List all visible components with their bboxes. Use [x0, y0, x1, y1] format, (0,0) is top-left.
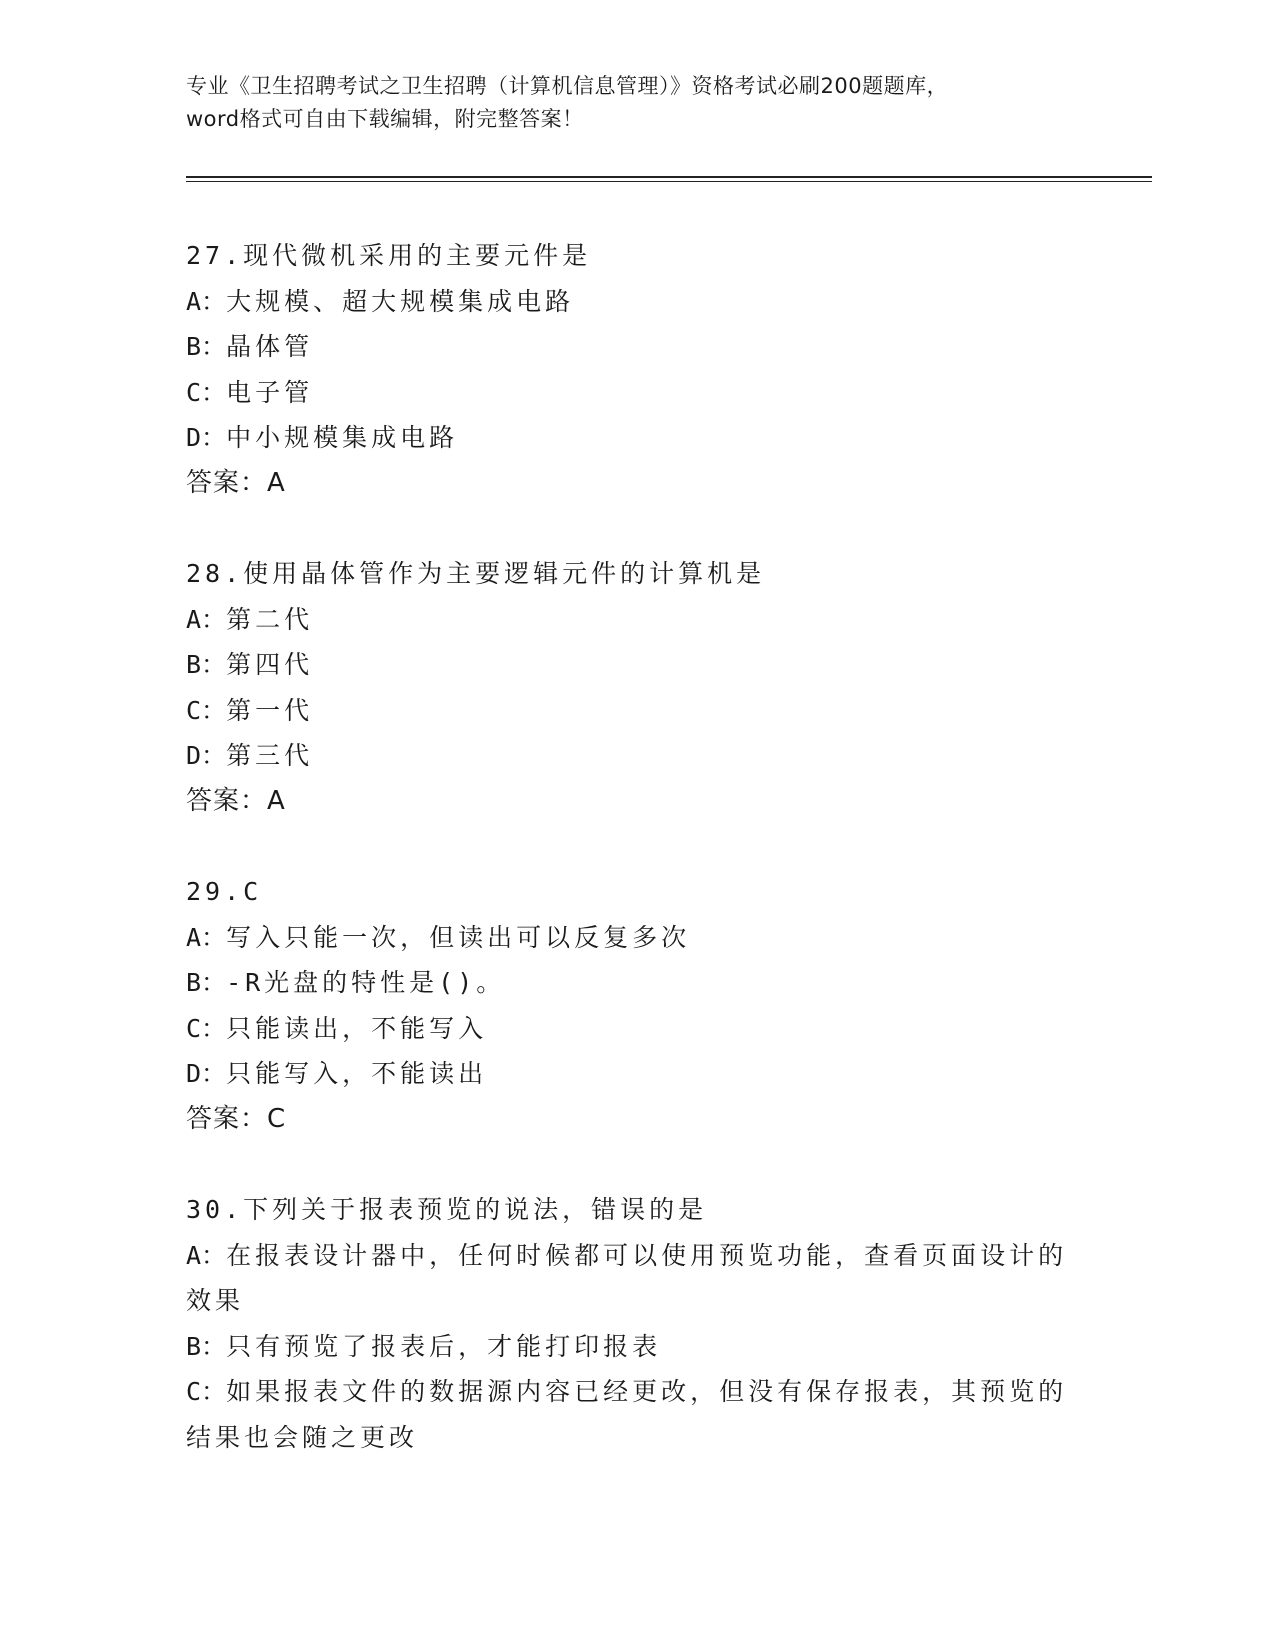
option-key: B： — [186, 650, 227, 679]
option-text: 第一代 — [226, 695, 314, 725]
option-text: -R光盘的特性是()。 — [226, 968, 506, 997]
question-list — [186, 233, 1086, 1505]
header-divider-thick — [186, 176, 1152, 178]
option-text: 第三代 — [226, 741, 314, 770]
option-key: C： — [186, 1013, 227, 1043]
question-stem: 27.现代微机采用的主要元件是 — [186, 241, 592, 270]
option-b — [186, 642, 1086, 688]
option-a — [186, 915, 1086, 961]
question-stem: 28.使用晶体管作为主要逻辑元件的计算机是 — [186, 559, 766, 588]
option-key: A： — [186, 922, 227, 952]
option-text: 在报表设计器中，任何时候都可以使用预览功能，查看页面设计的效果 — [186, 1240, 1068, 1315]
option-text: 晶体管 — [226, 332, 314, 361]
question-27 — [186, 233, 1086, 506]
option-key: B： — [186, 332, 227, 361]
option-b — [186, 960, 1086, 1006]
option-key: A： — [186, 1240, 227, 1270]
option-d — [186, 733, 1086, 779]
option-d — [186, 1051, 1086, 1097]
option-c — [186, 1369, 1086, 1460]
answer-label: 答案：A — [186, 467, 286, 498]
answer-label: 答案：C — [186, 1103, 287, 1134]
option-text: 第二代 — [226, 604, 314, 634]
option-key: C： — [186, 1377, 227, 1406]
option-key: A： — [186, 604, 227, 634]
header-divider-thin — [186, 181, 1152, 182]
option-key: D： — [186, 423, 227, 452]
option-key: A： — [186, 286, 227, 316]
header-line-1: 专业《卫生招聘考试之卫生招聘（计算机信息管理）》资格考试必刷200题题库， — [186, 74, 949, 98]
option-b — [186, 1324, 1086, 1370]
option-b — [186, 324, 1086, 370]
header-line-2: word格式可自由下载编辑，附完整答案！ — [186, 107, 584, 131]
option-text: 中小规模集成电路 — [226, 423, 459, 452]
option-text: 大规模、超大规模集成电路 — [226, 286, 575, 316]
option-text: 电子管 — [226, 377, 314, 407]
option-key: C： — [186, 695, 227, 725]
question-stem: 29.C — [186, 877, 263, 906]
option-a — [186, 597, 1086, 643]
option-text: 只能读出，不能写入 — [226, 1013, 488, 1043]
question-stem: 30.下列关于报表预览的说法，错误的是 — [186, 1195, 708, 1224]
option-c — [186, 370, 1086, 416]
option-key: D： — [186, 1059, 227, 1088]
option-a — [186, 1233, 1086, 1324]
option-text: 第四代 — [226, 650, 314, 679]
option-text: 写入只能一次，但读出可以反复多次 — [226, 922, 691, 952]
question-29 — [186, 869, 1086, 1142]
question-28 — [186, 551, 1086, 824]
option-c — [186, 1006, 1086, 1052]
option-c — [186, 688, 1086, 734]
answer-label: 答案：A — [186, 785, 286, 816]
option-text: 只有预览了报表后，才能打印报表 — [226, 1331, 662, 1361]
option-key: B： — [186, 1331, 227, 1361]
option-key: B： — [186, 968, 227, 997]
option-key: D： — [186, 741, 227, 770]
option-d — [186, 415, 1086, 461]
question-30 — [186, 1187, 1086, 1460]
option-text: 只能写入，不能读出 — [226, 1059, 488, 1088]
document-header — [186, 70, 1086, 136]
option-a — [186, 279, 1086, 325]
option-text: 如果报表文件的数据源内容已经更改，但没有保存报表，其预览的结果也会随之更改 — [186, 1377, 1068, 1452]
option-key: C： — [186, 377, 227, 407]
